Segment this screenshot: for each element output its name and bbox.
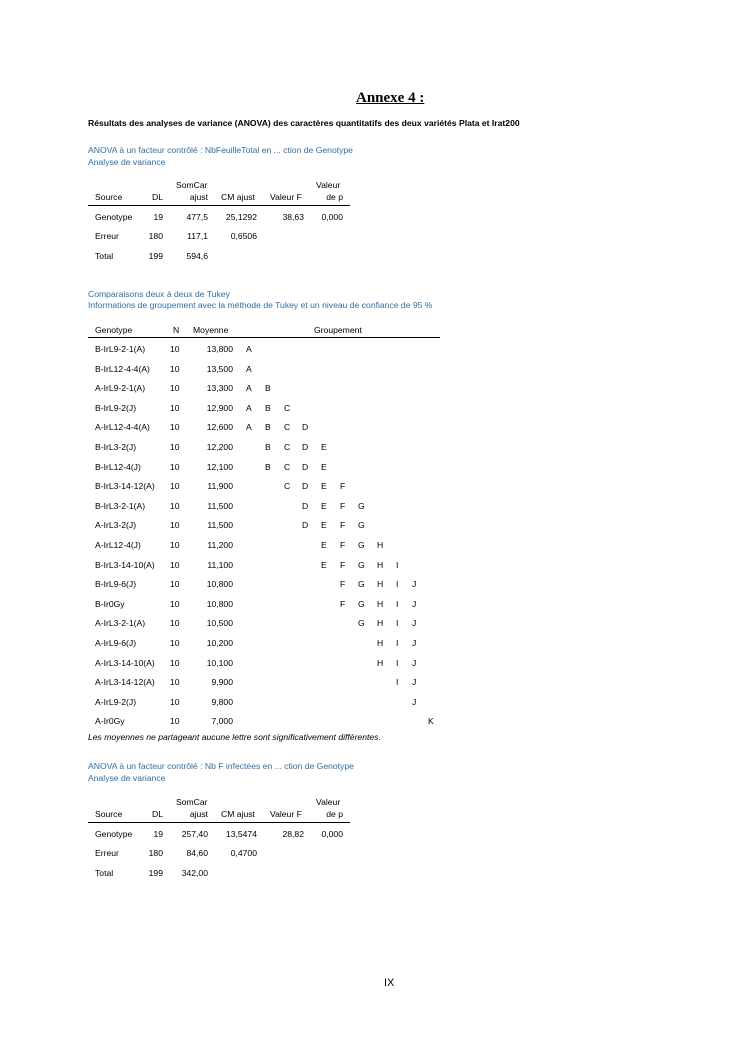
- tukey-group-letter: B: [265, 461, 271, 472]
- tukey-group-letter: B: [265, 422, 271, 433]
- tukey-group-letter: I: [396, 579, 399, 590]
- tukey-group-letter: C: [284, 402, 291, 413]
- anova-source-cell: Total: [95, 250, 114, 261]
- tukey-group-letter: B: [265, 442, 271, 452]
- tukey-group-letter: J: [412, 657, 417, 668]
- anova-valf-cell: 38,63: [282, 212, 304, 222]
- tukey-subheading: Informations de groupement avec la méthode de Tukey et un niveau de confiance de 95 %: [88, 300, 433, 310]
- anova-dl-cell: 180: [148, 231, 163, 242]
- tukey-header-rule: [88, 337, 440, 338]
- col-somcar-header-2: ajust: [189, 192, 208, 202]
- tukey-moyenne-cell: 13,500: [206, 363, 233, 374]
- tukey-group-letter: H: [377, 559, 384, 570]
- tukey-genotype-cell: B-IrL12-4(J): [95, 461, 141, 472]
- col-groupement-header: Groupement: [314, 325, 362, 335]
- col-genotype-header: Genotype: [95, 325, 133, 335]
- anova2-header-rule: [88, 822, 350, 823]
- tukey-group-letter: E: [321, 481, 327, 492]
- tukey-genotype-cell: A-IrL3-14-10(A): [95, 657, 155, 668]
- col-source-header: Source: [95, 809, 123, 819]
- tukey-moyenne-cell: 12,900: [206, 402, 233, 413]
- tukey-moyenne-cell: 13,800: [206, 344, 233, 354]
- tukey-n-cell: 10: [170, 481, 180, 492]
- col-somcar-header: SomCar: [176, 180, 208, 190]
- anova-somcar-cell: 594,6: [186, 250, 208, 261]
- tukey-genotype-cell: A-IrL9-2-1(A): [95, 383, 146, 394]
- tukey-moyenne-cell: 13,300: [206, 383, 233, 394]
- tukey-group-letter: A: [246, 344, 252, 354]
- col-n-header: N: [173, 325, 180, 335]
- anova-somcar-cell: 84,60: [186, 848, 208, 859]
- annex-title: Annexe 4 :: [356, 90, 425, 106]
- tukey-group-letter: H: [377, 540, 384, 550]
- tukey-group-letter: H: [377, 618, 384, 629]
- tukey-genotype-cell: A-IrL12-4(J): [95, 540, 141, 550]
- tukey-group-letter: G: [358, 598, 365, 609]
- anova-source-cell: Erreur: [95, 231, 119, 242]
- tukey-genotype-cell: B-Ir0Gy: [95, 598, 125, 609]
- tukey-group-letter: J: [412, 677, 417, 688]
- anova2-subheading: Analyse de variance: [88, 773, 166, 783]
- tukey-genotype-cell: A-Ir0Gy: [95, 716, 125, 727]
- tukey-group-letter: A: [246, 363, 252, 374]
- anova-source-cell: Total: [95, 867, 114, 878]
- tukey-genotype-cell: A-IrL3-14-12(A): [95, 677, 155, 688]
- tukey-group-letter: F: [340, 481, 346, 492]
- anova1-subheading: Analyse de variance: [88, 157, 166, 167]
- tukey-n-cell: 10: [170, 402, 180, 413]
- tukey-group-letter: J: [412, 579, 417, 590]
- col-somcar-header: SomCar: [176, 797, 208, 807]
- anova-dl-cell: 19: [153, 212, 163, 222]
- tukey-n-cell: 10: [170, 579, 180, 590]
- tukey-group-letter: F: [340, 520, 346, 531]
- tukey-moyenne-cell: 7,000: [211, 716, 233, 727]
- tukey-genotype-cell: B-IrL3-2(J): [95, 442, 137, 452]
- tukey-moyenne-cell: 11,100: [207, 559, 233, 570]
- tukey-group-letter: A: [246, 422, 252, 433]
- anova2-heading: ANOVA à un facteur contrôlé : Nb F infectées en ... ction de Genotype: [88, 761, 354, 771]
- tukey-n-cell: 10: [170, 461, 180, 472]
- col-dl-header: DL: [152, 192, 163, 202]
- tukey-group-letter: E: [321, 500, 327, 511]
- tukey-moyenne-cell: 10,800: [206, 598, 233, 609]
- tukey-group-letter: J: [412, 618, 417, 629]
- col-valp-header: Valeur: [316, 797, 341, 807]
- tukey-genotype-cell: B-IrL3-14-10(A): [95, 559, 155, 570]
- tukey-group-letter: B: [265, 402, 271, 413]
- tukey-group-letter: E: [321, 559, 327, 570]
- anova-cm-cell: 13,5474: [225, 829, 257, 839]
- tukey-moyenne-cell: 9,800: [211, 696, 233, 707]
- tukey-group-letter: I: [396, 638, 399, 648]
- document-subtitle: Résultats des analyses de variance (ANOVA) des caractères quantitatifs des deux variétés Plata et Irat200: [88, 118, 520, 128]
- tukey-n-cell: 10: [170, 638, 180, 648]
- tukey-moyenne-cell: 10,100: [206, 657, 233, 668]
- tukey-group-letter: F: [340, 559, 346, 570]
- tukey-group-letter: I: [396, 677, 399, 688]
- tukey-n-cell: 10: [170, 598, 180, 609]
- col-source-header: Source: [95, 192, 123, 202]
- tukey-moyenne-cell: 10,200: [206, 638, 233, 648]
- tukey-group-letter: C: [284, 422, 291, 433]
- tukey-group-letter: F: [340, 579, 346, 590]
- tukey-group-letter: G: [358, 540, 365, 550]
- tukey-group-letter: E: [321, 520, 327, 531]
- col-valp-header-2: de p: [326, 192, 343, 202]
- anova-somcar-cell: 117,1: [187, 231, 208, 242]
- tukey-group-letter: J: [412, 638, 417, 648]
- tukey-n-cell: 10: [170, 559, 180, 570]
- tukey-n-cell: 10: [170, 618, 180, 629]
- tukey-moyenne-cell: 12,600: [206, 422, 233, 433]
- tukey-genotype-cell: B-IrL9-2(J): [95, 402, 137, 413]
- tukey-n-cell: 10: [170, 657, 180, 668]
- tukey-moyenne-cell: 11,500: [207, 520, 233, 531]
- tukey-group-letter: H: [377, 598, 384, 609]
- tukey-genotype-cell: B-IrL3-14-12(A): [95, 481, 155, 492]
- tukey-group-letter: D: [302, 461, 309, 472]
- col-moyenne-header: Moyenne: [193, 325, 229, 335]
- anova-cm-cell: 25,1292: [225, 212, 257, 222]
- tukey-n-cell: 10: [170, 500, 180, 511]
- tukey-genotype-cell: B-IrL12-4-4(A): [95, 363, 150, 374]
- anova-dl-cell: 199: [148, 867, 163, 878]
- tukey-group-letter: B: [265, 383, 271, 394]
- tukey-group-letter: D: [302, 520, 309, 531]
- tukey-group-letter: G: [358, 559, 365, 570]
- tukey-genotype-cell: B-IrL3-2-1(A): [95, 500, 146, 511]
- tukey-moyenne-cell: 11,500: [207, 500, 233, 511]
- anova-valp-cell: 0,000: [321, 212, 343, 222]
- tukey-n-cell: 10: [170, 363, 180, 374]
- tukey-footnote: Les moyennes ne partageant aucune lettre sont significativement différentes.: [88, 732, 381, 742]
- anova-cm-cell: 0,6506: [230, 231, 257, 242]
- anova-somcar-cell: 257,40: [181, 829, 208, 839]
- tukey-group-letter: D: [302, 481, 309, 492]
- tukey-genotype-cell: A-IrL3-2-1(A): [95, 618, 146, 629]
- tukey-group-letter: G: [358, 500, 365, 511]
- page-number: IX: [384, 977, 395, 989]
- anova1-heading: ANOVA à un facteur contrôlé : NbFeuilleTotal en ... ction de Genotype: [88, 145, 353, 155]
- tukey-genotype-cell: A-IrL12-4-4(A): [95, 422, 150, 433]
- tukey-group-letter: F: [340, 598, 346, 609]
- tukey-group-letter: G: [358, 520, 365, 531]
- tukey-n-cell: 10: [170, 520, 180, 531]
- tukey-group-letter: G: [358, 618, 365, 629]
- anova-dl-cell: 19: [153, 829, 163, 839]
- anova-source-cell: Genotype: [95, 212, 133, 222]
- anova-source-cell: Genotype: [95, 829, 133, 839]
- col-somcar-header-2: ajust: [189, 809, 208, 819]
- col-valf-header: Valeur F: [270, 809, 302, 819]
- col-cm-header: CM ajust: [221, 809, 255, 819]
- tukey-group-letter: E: [321, 540, 327, 550]
- tukey-n-cell: 10: [170, 442, 180, 452]
- anova-source-cell: Erreur: [95, 848, 119, 859]
- tukey-moyenne-cell: 12,100: [206, 461, 233, 472]
- tukey-group-letter: J: [412, 696, 417, 707]
- tukey-heading: Comparaisons deux à deux de Tukey: [88, 289, 230, 299]
- col-dl-header: DL: [152, 809, 163, 819]
- tukey-genotype-cell: B-IrL9-2-1(A): [95, 344, 146, 354]
- tukey-group-letter: E: [321, 461, 327, 472]
- col-valf-header: Valeur F: [270, 192, 302, 202]
- tukey-group-letter: I: [396, 657, 399, 668]
- tukey-group-letter: C: [284, 461, 291, 472]
- anova-valf-cell: 28,82: [282, 829, 304, 839]
- tukey-group-letter: C: [284, 481, 291, 492]
- tukey-genotype-cell: A-IrL9-6(J): [95, 638, 137, 648]
- tukey-group-letter: D: [302, 422, 309, 433]
- tukey-group-letter: H: [377, 638, 384, 648]
- tukey-moyenne-cell: 11,200: [207, 540, 233, 550]
- anova-dl-cell: 180: [148, 848, 163, 859]
- tukey-group-letter: C: [284, 442, 291, 452]
- tukey-group-letter: I: [396, 618, 399, 629]
- tukey-n-cell: 10: [170, 716, 180, 727]
- tukey-moyenne-cell: 12,200: [206, 442, 233, 452]
- tukey-group-letter: G: [358, 579, 365, 590]
- col-valp-header-2: de p: [326, 809, 343, 819]
- anova1-header-rule: [88, 205, 350, 206]
- tukey-group-letter: J: [412, 598, 417, 609]
- tukey-moyenne-cell: 11,900: [207, 481, 233, 492]
- tukey-group-letter: H: [377, 579, 384, 590]
- tukey-group-letter: E: [321, 442, 327, 452]
- tukey-genotype-cell: A-IrL9-2(J): [95, 696, 137, 707]
- tukey-group-letter: I: [396, 598, 399, 609]
- tukey-group-letter: H: [377, 657, 384, 668]
- tukey-n-cell: 10: [170, 677, 180, 688]
- tukey-genotype-cell: B-IrL9-6(J): [95, 579, 137, 590]
- tukey-n-cell: 10: [170, 422, 180, 433]
- tukey-n-cell: 10: [170, 383, 180, 394]
- tukey-genotype-cell: A-IrL3-2(J): [95, 520, 137, 531]
- anova-somcar-cell: 342,00: [181, 867, 208, 878]
- tukey-moyenne-cell: 10,800: [206, 579, 233, 590]
- tukey-n-cell: 10: [170, 540, 180, 550]
- anova-valp-cell: 0,000: [321, 829, 343, 839]
- col-cm-header: CM ajust: [221, 192, 255, 202]
- anova-somcar-cell: 477,5: [186, 212, 208, 222]
- col-valp-header: Valeur: [316, 180, 341, 190]
- tukey-group-letter: A: [246, 402, 252, 413]
- tukey-moyenne-cell: 10,500: [206, 618, 233, 629]
- tukey-group-letter: I: [396, 559, 399, 570]
- tukey-n-cell: 10: [170, 344, 180, 354]
- tukey-group-letter: K: [428, 716, 434, 727]
- anova-dl-cell: 199: [148, 250, 163, 261]
- anova-cm-cell: 0,4700: [230, 848, 257, 859]
- tukey-group-letter: D: [302, 442, 309, 452]
- tukey-group-letter: A: [246, 383, 252, 394]
- tukey-n-cell: 10: [170, 696, 180, 707]
- tukey-group-letter: F: [340, 500, 346, 511]
- tukey-moyenne-cell: 9,900: [211, 677, 233, 688]
- tukey-group-letter: D: [302, 500, 309, 511]
- tukey-group-letter: F: [340, 540, 346, 550]
